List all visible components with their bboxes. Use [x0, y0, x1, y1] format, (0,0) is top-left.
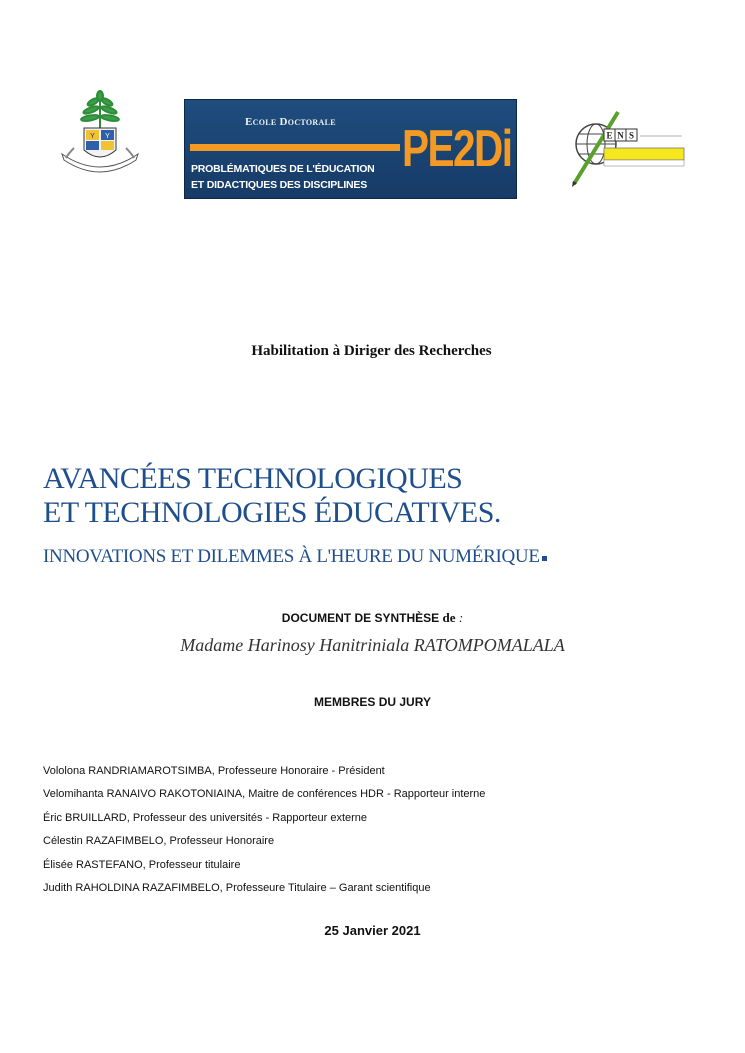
banner-ecole-label: Ecole Doctorale [245, 116, 336, 128]
jury-member: Vololona RANDRIAMAROTSIMBA, Professeure Honoraire - Président [43, 765, 385, 777]
svg-text:Y: Y [105, 133, 110, 140]
synthesis-colon: : [458, 610, 464, 625]
subtitle-period [542, 556, 547, 561]
svg-text:Y: Y [90, 133, 95, 140]
synthesis-de: de [442, 610, 456, 625]
title-line-2: ET TECHNOLOGIES ÉDUCATIVES. [43, 496, 501, 529]
jury-member: Élisée RASTEFANO, Professeur titulaire [43, 859, 241, 871]
jury-member: Célestin RAZAFIMBELO, Professeur Honoraire [43, 835, 275, 847]
document-type [0, 343, 745, 360]
subtitle [43, 546, 547, 568]
jury-title: MEMBRES DU JURY [314, 695, 431, 709]
subtitle-text: INNOVATIONS ET DILEMMES À L'HEURE DU NUMÉRIQUE [43, 546, 540, 567]
university-crest-icon [56, 88, 144, 180]
banner-acronym: PE2Di [402, 120, 512, 178]
banner-line1: PROBLÉMATIQUES DE L'ÉDUCATION [191, 163, 375, 175]
document-type-text: Habilitation à Diriger des Recherches [251, 343, 492, 359]
jury-member: Velomihanta RANAIVO RAKOTONIAINA, Maitre de conférences HDR - Rapporteur interne [43, 788, 486, 800]
jury-member: Éric BRUILLARD, Professeur des universités - Rapporteur externe [43, 812, 368, 824]
svg-text:N: N [617, 130, 624, 141]
banner-orange-bar [190, 144, 400, 151]
jury-member: Judith RAHOLDINA RAZAFIMBELO, Professeure Titulaire – Garant scientifique [43, 882, 431, 894]
svg-text:S: S [628, 130, 635, 141]
synthesis-label: DOCUMENT DE SYNTHÈSE [281, 611, 440, 625]
ens-logo-icon [570, 108, 688, 188]
defense-date: 25 Janvier 2021 [324, 923, 421, 938]
author-name: Madame Harinosy Hanitriniala RATOMPOMALALA [180, 635, 565, 655]
banner-line2: ET DIDACTIQUES DES DISCIPLINES [191, 179, 368, 191]
title-line-1: AVANCÉES TECHNOLOGIQUES [43, 462, 463, 495]
synthesis-label-row [0, 610, 745, 626]
svg-text:E: E [606, 130, 613, 141]
pe2di-banner [184, 99, 517, 199]
